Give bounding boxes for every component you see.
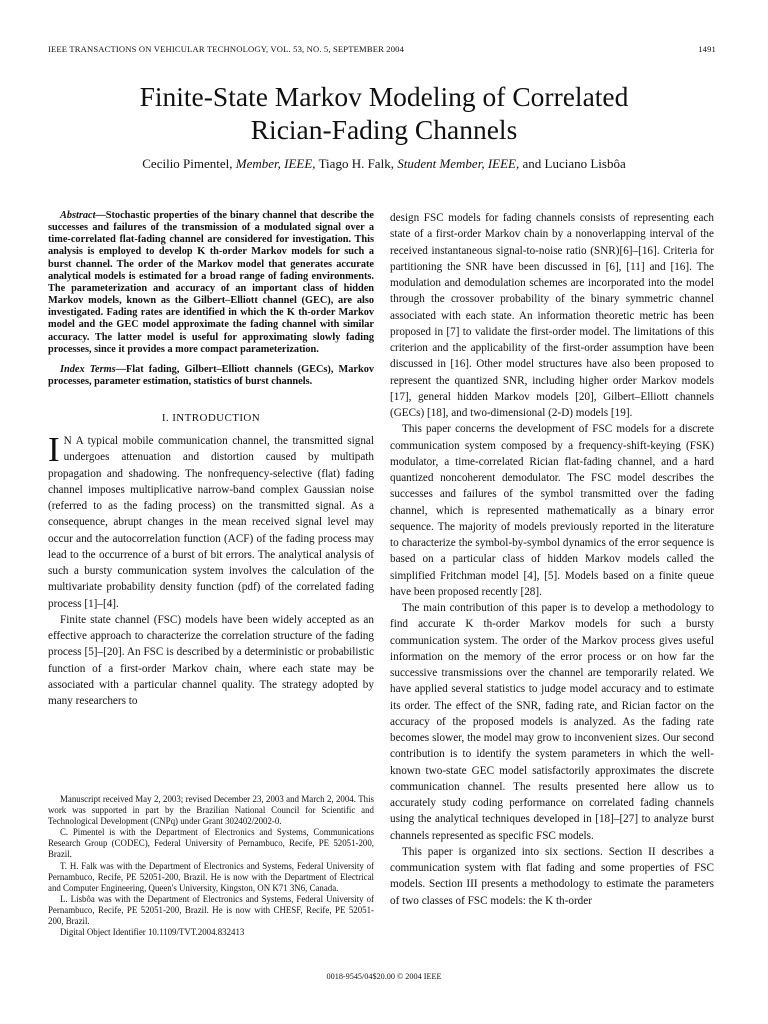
page-number: 1491 xyxy=(698,44,716,54)
footnote-author-2: T. H. Falk was with the Department of Electronics and Systems, Federal University of Pernambuco, Recife, PE 52051-200, Brazil. He is now with the Department of Electrical and Computer Engineering, Queen's University, Kingston, ON K71 3N6, Canada. xyxy=(48,860,374,893)
author-1-role: Member, IEEE, xyxy=(235,156,316,171)
author-3-name: and Luciano Lisbôa xyxy=(522,156,626,171)
footnote-author-3: L. Lisbôa was with the Department of Electronics and Systems, Federal University of Pernambuco, Recife, PE 52051-200, Brazil. He is now with CHESF, Recife, PE 52051-200, Brazil. xyxy=(48,893,374,927)
author-2-role: Student Member, IEEE, xyxy=(397,156,520,171)
abstract-text: —Stochastic properties of the binary channel that describe the successes and failures of the transmission of a modulated signal over a time-correlated flat-fading channel are considered for investigation. This analysis is employed to develop K th-order Markov models for such a burst channel. The order of the Markov model that generates accurate analytical models is estimated for a broad range of fading environments. The parameterization and accuracy of an important class of hidden Markov models, known as the Gilbert–Elliott channel (GEC), are also investigated. Fading rates are identified in which the K th-order Markov model and the GEC model approximate the fading channel with similar accuracy. The latter model is useful for approximating slowly fading processes, since it provides a more compact parameterization. xyxy=(48,210,374,355)
index-terms xyxy=(48,364,374,388)
right-paragraph-4: This paper is organized into six sections. Section II describes a communication system with flat fading and some properties of FSC models. Section III presents a methodology to estimate the parameters of two classes of FSC models: the K th-order xyxy=(390,845,714,907)
right-paragraph-3: The main contribution of this paper is to develop a methodology to find accurate K th-order Markov models for such a bursty communication system. The order of the Markov process gives useful information on the memory of the error process or on how far the successive transmissions over the channel are temporarily related. We have applied several statistics to judge model accuracy and to estimate its order. The effect of the SNR, fading rate, and Rician factor on the accuracy of the proposed models is analyzed. As the fading rate becomes slower, the model may grow to inconvenient sizes. Our second contribution is to identify the system parameters in which the well-known two-state GEC model satisfactorily approximates the discrete communication channel. The results presented here allow us to accurately study coding performance on correlated fading channels using the analytical techniques developed in [18]–[27] to analyze burst channels represented as specific FSC models. xyxy=(390,602,714,842)
journal-name: IEEE TRANSACTIONS ON VEHICULAR TECHNOLOGY, VOL. 53, NO. 5, SEPTEMBER 2004 xyxy=(48,44,405,54)
footnote-manuscript: Manuscript received May 2, 2003; revised December 23, 2003 and March 2, 2004. This work was supported in part by the Brazilian National Council for Scientific and Technological Development (CNPq) under Grant 302402/2002-0. xyxy=(48,794,374,827)
abstract-lead: Abstract xyxy=(60,210,96,221)
intro-paragraph-2: Finite state channel (FSC) models have been widely accepted as an effective approach to characterize the correlation structure of the fading process [5]–[20]. An FSC is described by a deterministic or probabilistic function of a first-order Markov chain, where each state may be associated with a particular channel quality. The strategy adopted by many researchers to xyxy=(48,613,374,708)
footnote-author-1: C. Pimentel is with the Department of Electronics and Systems, Communications Research Group (CODEC), Federal University of Pernambuco, Recife, PE 52051-200, Brazil. xyxy=(48,827,374,860)
running-head xyxy=(48,44,716,54)
author-1-name: Cecilio Pimentel, xyxy=(142,156,233,171)
section-heading: I. INTRODUCTION xyxy=(161,412,261,425)
intro-paragraph-1-text: N A typical mobile communication channel, the transmitted signal undergoes attenuation and distortion caused by multipath propagation and shadowing. The nonfrequency-selective (flat) fading channel imposes multiplicative narrow-band complex Gaussian noise (referred to as the fading process) on the transmitted signal. As a consequence, abrupt changes in the mean received signal level may occur and the autocorrelation function (ACF) of the fading process may lead to the occurrence of a burst of bit errors. The analytical analysis of such a bursty communication system involves the calculation of the multivariate probability density function (pdf) of the correlated fading process [1]–[4]. xyxy=(48,435,374,610)
right-paragraph-1: design FSC models for fading channels consists of representing each state of a first-order Markov chain by a nonoverlapping interval of the received instantaneous signal-to-noise ratio (SNR)[6]–[16]. Criteria for partitioning the SNR have been discussed in [6], [11] and [16]. The modulation and demodulation schemes are incorporated into the model through the crossover probability of the binary symmetric channel associated with each state. An information theoretic metric has been proposed in [7] to validate the first-order model. The limitations of this criterion and the applicability of the first-order assumption have been discussed in [16]. Other model structures have also been proposed to represent the quantized SNR, including higher order Markov models [17], general hidden Markov models [20], Gilbert–Elliott channels (GECs) [18], and two-dimensional (2-D) models [19]. xyxy=(390,212,714,419)
index-terms-lead: Index Terms xyxy=(60,363,116,375)
left-column xyxy=(48,210,374,709)
footnote-doi: Digital Object Identifier 10.1109/TVT.2004.832413 xyxy=(60,927,245,938)
right-column xyxy=(390,210,714,909)
copyright-footer: 0018-9545/04$20.00 © 2004 IEEE xyxy=(326,972,442,981)
author-2-name: Tiago H. Falk, xyxy=(318,156,394,171)
title-line-2: Rician-Fading Channels xyxy=(250,114,518,145)
right-paragraph-2: This paper concerns the development of FSC models for a discrete communication system composed by a frequency-shift-keying (FSK) modulator, a time-correlated Rician flat-fading channel, and a hard quantized noncoherent demodulator. The FSC model describes the successes and failures of the symbol transmitted over the fading channel, which is represented mathematically as a binary error sequence. The majority of models previously reported in the literature to characterize the symbol-by-symbol dynamics of the error sequence is based on a particular class of hidden Markov models called the simplified Fritchman model [4], [5]. Models based on a finite queue have been proposed recently [28]. xyxy=(390,423,714,598)
paper-title xyxy=(40,80,728,146)
title-line-1: Finite-State Markov Modeling of Correlated xyxy=(139,81,629,112)
author-list xyxy=(40,156,728,172)
footnotes xyxy=(48,794,374,938)
index-terms-text: —Flat fading, Gilbert–Elliott channels (GECs), Markov processes, parameter estimation, statistics of burst channels. xyxy=(48,363,374,388)
abstract xyxy=(48,210,374,356)
intro-paragraph-1 xyxy=(48,430,374,612)
drop-cap: I xyxy=(48,430,60,470)
